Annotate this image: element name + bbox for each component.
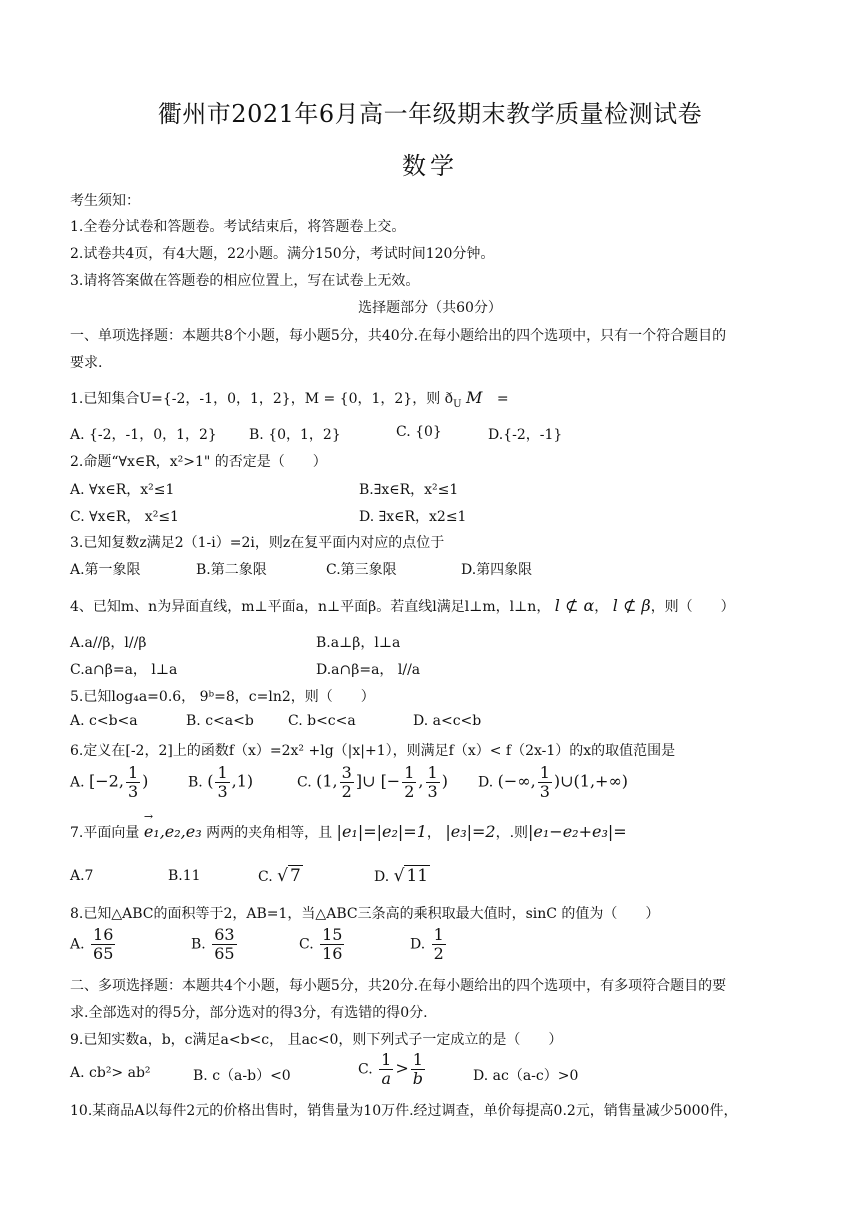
option-label: A.: [70, 774, 85, 791]
notice-item: 1.全卷分试卷和答题卷。考试结束后，将答题卷上交。: [70, 219, 406, 235]
q2-option-d: D. ∃x∈R，x2≤1: [359, 509, 467, 525]
q8-option-b: [191, 926, 239, 963]
interval-open: (1,: [316, 771, 338, 791]
q8-option-c: [299, 926, 346, 963]
q7-option-c: [258, 866, 303, 886]
radicand: 7: [289, 866, 301, 886]
question-3-stem: 3.已知复数z满足2（1-i）=2i，则z在复平面内对应的点位于: [70, 535, 445, 551]
q2-option-b: B.∃x∈R，x²≤1: [359, 482, 459, 498]
question-4-stem: 4、已知m、n为异面直线，m⊥平面a，n⊥平面β。若直线l满足l⊥m，l⊥n， l ⊄ α， l ⊄ β，则（ ）: [70, 596, 735, 615]
notice-item: 2.试卷共4页，有4大题，22小题。满分150分，考试时间120分钟。: [70, 246, 495, 262]
numerator: 1: [381, 1050, 392, 1069]
numerator: 1: [217, 763, 228, 782]
notice-item: 3.请将答案做在答题卷的相应位置上，写在试卷上无效。: [70, 273, 420, 289]
fraction: [91, 926, 115, 963]
option-label: D.: [410, 936, 426, 953]
q1-option-b: B. {0，1，2}: [249, 427, 341, 443]
numerator: 1: [412, 1050, 423, 1069]
q4-option-c: C.a∩β=a， l⊥a: [70, 662, 178, 678]
q9-option-c: [358, 1051, 427, 1088]
denominator: a: [381, 1069, 391, 1088]
part1-instructions: 要求.: [70, 355, 103, 371]
option-label: B.: [188, 774, 203, 791]
q1-option-a: A. {-2，-1，0，1，2}: [70, 427, 217, 443]
vector-condition-1: |e₁|=|e₂|=1: [336, 822, 427, 841]
question-10-stem: 10.某商品A以每件2元的价格出售时，销售量为10万件.经过调查，单价每提高0.2元，销售量减少5000件，: [70, 1103, 738, 1119]
q9-option-a: A. cb²> ab²: [70, 1065, 151, 1081]
interval-close: ): [142, 771, 149, 791]
q1-option-d: D.{-2，-1}: [488, 427, 563, 443]
vector-set: → e₁,e₂,e₃: [144, 822, 202, 841]
greater-than: >: [395, 1058, 409, 1078]
complement-subscript: U: [453, 398, 462, 410]
q4-option-a: A.a//β，l//β: [70, 635, 147, 651]
square-root: √ 11: [393, 866, 429, 886]
question-4-tail: ，则（ ）: [650, 599, 735, 615]
option-label: C.: [299, 936, 314, 953]
fraction: [212, 926, 236, 963]
denominator: 16: [322, 944, 343, 963]
q9-option-b: B. c（a-b）<0: [193, 1068, 291, 1084]
numerator: 16: [93, 925, 114, 944]
question-1-stem: [70, 388, 509, 410]
part1-instructions: 一、单项选择题：本题共8个小题，每小题5分，共40分.在每小题给出的四个选项中，只有一个符合题目的: [70, 328, 727, 344]
question-7-stem: 7.平面向量 → e₁,e₂,e₃ 两两的夹角相等，且 |e₁|=|e₂|=1， |e₃|=2，.则|e₁−e₂+e₃|=: [70, 822, 627, 842]
q5-option-d: D. a<c<b: [413, 713, 482, 729]
notice-heading: 考生须知：: [70, 193, 140, 209]
numerator: 1: [433, 925, 444, 944]
interval-open: [−2,: [89, 771, 124, 791]
q6-option-a: [70, 764, 148, 801]
q3-option-c: C.第三象限: [326, 562, 397, 578]
fraction: [411, 1051, 425, 1088]
numerator: 1: [539, 763, 550, 782]
q7-option-b: B.11: [168, 868, 201, 884]
exam-subject: 数学: [402, 152, 458, 180]
q5-option-b: B. c<a<b: [186, 713, 254, 729]
numerator: 63: [214, 925, 235, 944]
part2-instructions: 二、多项选择题：本题共4个小题，每小题5分，共20分.在每小题给出的四个选项中，有多项符合题目的要: [70, 978, 727, 994]
q8-option-d: [410, 926, 448, 963]
fraction: [538, 764, 552, 801]
q6-option-c: [297, 764, 448, 801]
question-9-stem: 9.已知实数a，b，c满足a<b<c， 且ac<0，则下列式子一定成立的是（ ）: [70, 1032, 563, 1048]
union-segment: ]∪ [−: [355, 771, 401, 791]
question-5-stem: 5.已知log₄a=0.6， 9ᵇ=8，c=ln2，则（ ）: [70, 689, 375, 705]
question-8-stem: 8.已知△ABC的面积等于2，AB=1，当△ABC三条高的乘积取最大值时，sinC 的值为（ ）: [70, 906, 660, 922]
q3-option-b: B.第二象限: [196, 562, 267, 578]
q4-option-d: D.a∩β=a， l//a: [316, 662, 421, 678]
option-label: C.: [358, 1061, 373, 1078]
denominator: 65: [93, 944, 114, 963]
q3-option-a: A.第一象限: [70, 562, 141, 578]
fraction: [340, 764, 354, 801]
fraction: [215, 764, 229, 801]
equals-sign: =: [496, 391, 509, 407]
question-7-text: 7.平面向量: [70, 825, 140, 841]
numerator: 1: [127, 763, 139, 782]
fraction: [320, 926, 344, 963]
fraction: [379, 1051, 393, 1088]
denominator: 2: [341, 782, 352, 801]
q6-option-b: [188, 764, 253, 801]
question-2-stem: 2.命题“∀x∈R，x²>1" 的否定是（ ）: [70, 454, 327, 470]
option-label: D.: [478, 774, 494, 791]
denominator: 3: [427, 782, 438, 801]
square-root: √ 7: [277, 866, 301, 886]
option-label: C.: [258, 869, 273, 885]
numerator: 1: [427, 763, 438, 782]
denominator: 3: [127, 782, 139, 801]
denominator: 2: [433, 944, 444, 963]
q8-option-a: [70, 926, 117, 963]
q7-option-a: A.7: [70, 868, 94, 884]
q5-option-a: A. c<b<a: [70, 713, 138, 729]
complement-symbol: ð: [444, 391, 454, 407]
option-label: A.: [70, 936, 85, 953]
comma: ,: [418, 771, 424, 791]
vector-expression: |e₁−e₂+e₃|=: [528, 822, 627, 841]
denominator: b: [412, 1069, 423, 1088]
q9-option-d: D. ac（a-c）>0: [473, 1068, 579, 1084]
q1-option-c: C. {0}: [396, 424, 442, 440]
radicand: 11: [406, 866, 429, 886]
option-label: B.: [191, 936, 206, 953]
q5-option-c: C. b<c<a: [288, 713, 356, 729]
interval-close: ): [441, 771, 448, 791]
set-m: M: [465, 388, 483, 407]
interval-open: (−∞,: [497, 771, 536, 791]
q3-option-d: D.第四象限: [461, 562, 533, 578]
option-label: D.: [374, 869, 390, 885]
question-4-text: 4、已知m、n为异面直线，m⊥平面a，n⊥平面β。若直线l满足l⊥m，l⊥n，: [70, 599, 551, 615]
condition-l-alpha: l ⊄ α: [554, 596, 595, 615]
q6-option-d: [478, 764, 628, 801]
fraction: [126, 764, 140, 801]
condition-l-beta: l ⊄ β: [612, 596, 651, 615]
fraction: [402, 764, 416, 801]
question-1-text: 1.已知集合U={-2，-1，0，1，2}，M = {0，1，2}，则: [70, 391, 441, 407]
vector-condition-2: |e₃|=2: [445, 822, 496, 841]
denominator: 65: [214, 944, 235, 963]
section-title: 选择题部分（共60分）: [358, 300, 502, 316]
q2-option-c: C. ∀x∈R， x²≤1: [70, 509, 179, 525]
fraction: [432, 926, 446, 963]
numerator: 15: [322, 925, 343, 944]
question-6-stem: 6.定义在[-2，2]上的函数f（x）=2x² +lg（|x|+1），则满足f（x）< f（2x-1）的x的取值范围是: [70, 743, 676, 759]
interval-open: (: [207, 771, 214, 791]
q2-option-a: A. ∀x∈R，x²≤1: [70, 482, 175, 498]
exam-title: 衢州市2021年6月高一年级期末教学质量检测试卷: [157, 100, 703, 128]
option-label: C.: [297, 774, 312, 791]
denominator: 3: [539, 782, 550, 801]
interval-close: )∪(1,+∞): [553, 771, 629, 791]
numerator: 1: [404, 763, 415, 782]
q4-option-b: B.a⊥β，l⊥a: [316, 635, 401, 651]
numerator: 3: [341, 763, 352, 782]
denominator: 2: [404, 782, 415, 801]
denominator: 3: [217, 782, 228, 801]
q7-option-d: [374, 866, 430, 886]
question-7-ask: ，.则: [495, 825, 529, 841]
part2-instructions: 求.全部选对的得5分，部分选对的得3分，有选错的得0分.: [70, 1005, 428, 1021]
interval-close: ,1): [231, 771, 254, 791]
question-7-mid: 两两的夹角相等，且: [206, 825, 333, 841]
fraction: [426, 764, 440, 801]
